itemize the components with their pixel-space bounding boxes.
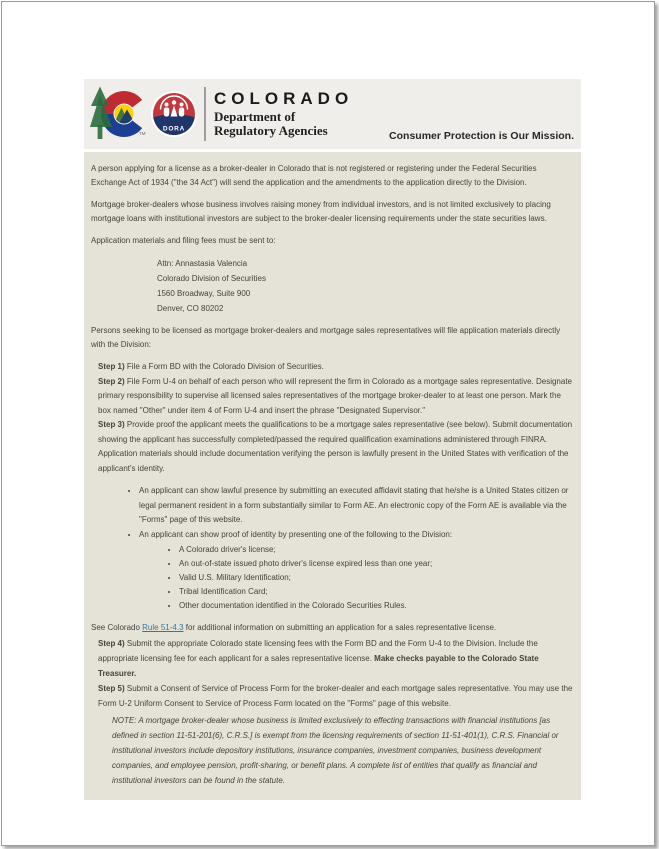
list-item xyxy=(179,599,574,613)
step-2-text: File Form U-4 on behalf of each person who will represent the firm in Colorado as a mortgage sales representative. Designate primary responsibility to supervise all licensed sales representatives of the mortgage broker-dealer to at least one person. Mark the box named "Other" under item 4 of Form U-4 and insert the phrase "Designated Supervisor." xyxy=(98,376,573,415)
list-item-text: Other documentation identified in the Colorado Securities Rules. xyxy=(179,601,407,610)
step-3-label: Step 3) xyxy=(98,420,125,429)
brand-title: COLORADO xyxy=(214,89,354,108)
address-line-division: Colorado Division of Securities xyxy=(157,274,266,283)
step-1-label: Step 1) xyxy=(98,362,125,371)
list-item xyxy=(179,557,574,571)
step-3-continued xyxy=(98,447,574,476)
step-5-label: Step 5) xyxy=(98,683,125,693)
list-item-text: Tribal Identification Card; xyxy=(179,587,268,596)
address-line-city: Denver, CO 80202 xyxy=(157,304,224,313)
list-item xyxy=(139,528,574,614)
step-3 xyxy=(98,418,574,447)
step-3-text: Provide proof the applicant meets the qualifications to be a mortgage sales representative (see below). Submit documentation showing the applicant has successfully completed/passed the required qualification examinations administered through FINRA. xyxy=(98,420,573,444)
document-page xyxy=(1,1,655,846)
intro-paragraph-2: Mortgage broker-dealers whose business involves raising money from individual investors, and is not limited exclusively to placing mortgage loans with institutional investors are subject to the broker-dealer licensing requirements under the state securities laws. xyxy=(91,200,551,223)
colorado-state-logo-icon xyxy=(90,84,148,144)
step-1 xyxy=(98,360,574,375)
steps-4-5 xyxy=(98,636,574,788)
lawful-presence-list xyxy=(91,484,574,613)
list-item-text: An applicant can show proof of identity by presenting one of the following to the Division: xyxy=(139,529,453,539)
step-2 xyxy=(98,375,574,419)
step-4-bold-text: Make checks payable to the Colorado State Treasurer. xyxy=(98,653,539,678)
list-item xyxy=(179,585,574,599)
trademark-symbol: TM xyxy=(139,131,146,136)
rule-reference-before: See Colorado xyxy=(91,623,143,632)
identity-documents-list xyxy=(139,543,574,613)
brand-department-name xyxy=(214,110,353,138)
step-2-label: Step 2) xyxy=(98,376,125,386)
step-4-label: Step 4) xyxy=(98,638,125,648)
list-item xyxy=(179,543,574,557)
mission-tagline: Consumer Protection is Our Mission. xyxy=(389,130,574,142)
brand-dept-line-1: Department of xyxy=(214,109,296,124)
rule-reference xyxy=(91,621,574,636)
address-line-attn: Attn: Annastasia Valencia xyxy=(157,259,248,268)
step-5-text: Submit a Consent of Service of Process Form for the broker-dealer and each mortgage sales representative. You may use the Form U-2 Uniform Consent to Service of Process Form located on the "Forms" page of this website. xyxy=(98,683,573,708)
brand-dept-line-2: Regulatory Agencies xyxy=(214,123,328,138)
step-4 xyxy=(98,636,574,681)
step-4-text: Submit the appropriate Colorado state licensing fees with the Form BD and the Form U-4 to the Division. Include the appropriate licensing fee for each applicant for a sales representative license. xyxy=(98,638,538,663)
document-body xyxy=(84,152,581,800)
rule-link[interactable]: Rule 51-4.3 xyxy=(142,623,184,632)
document-container xyxy=(84,79,581,800)
address-line-street: 1560 Broadway, Suite 900 xyxy=(157,289,251,298)
list-item-text: An out-of-state issued photo driver's license expired less than one year; xyxy=(179,559,433,568)
intro-paragraph-3: Application materials and filing fees must be sent to: xyxy=(91,236,276,245)
list-item-text: A Colorado driver's license; xyxy=(179,545,276,554)
list-item-text: Valid U.S. Military Identification; xyxy=(179,573,291,582)
dora-logo-label: DORA xyxy=(162,125,186,133)
brand-block xyxy=(214,90,353,138)
mailing-address xyxy=(157,256,574,316)
persons-paragraph: Persons seeking to be licensed as mortgage broker-dealers and mortgage sales representatives will file application materials directly with the Division: xyxy=(91,326,561,349)
steps-1-3 xyxy=(98,360,574,476)
step-1-text: File a Form BD with the Colorado Division of Securities. xyxy=(124,362,324,371)
list-item xyxy=(139,484,574,528)
dora-logo-icon xyxy=(151,91,197,137)
masthead xyxy=(84,79,581,149)
note-paragraph: NOTE: A mortgage broker-dealer whose business is limited exclusively to effecting transactions with financial institutions [as defined in section 11-51-201(6), C.R.S.] is exempt from the licensing requirements of section 11-51-401(1), C.R.S. Financial or institutional investors include depository institutions, insurance companies, investment companies, business development companies, and employee pension, profit-sharing, or benefit plans. A complete list of entities that qualify as financial and institutional investors can be found in the statute. xyxy=(112,715,559,785)
intro-paragraph-1: A person applying for a license as a broker-dealer in Colorado that is not registered or registering under the Federal Securities Exchange Act of 1934 ("the 34 Act") will send the application and the amendments to the application directly to the Division. xyxy=(91,164,537,187)
list-item-text: An applicant can show lawful presence by submitting an executed affidavit stating that he/she is a United States citizen or legal permanent resident in a form substantially similar to Form AE. An electronic copy of the Form AE is available via the "Forms" page of this website. xyxy=(139,486,569,524)
step-5 xyxy=(98,681,574,711)
masthead-divider xyxy=(204,87,206,141)
step-3-text-2: Application materials should include documentation verifying the person is lawfully present in the United States with verification of the applicant's identity. xyxy=(98,449,569,473)
rule-reference-after: for additional information on submitting an application for a sales representative license. xyxy=(183,623,497,632)
list-item xyxy=(179,571,574,585)
